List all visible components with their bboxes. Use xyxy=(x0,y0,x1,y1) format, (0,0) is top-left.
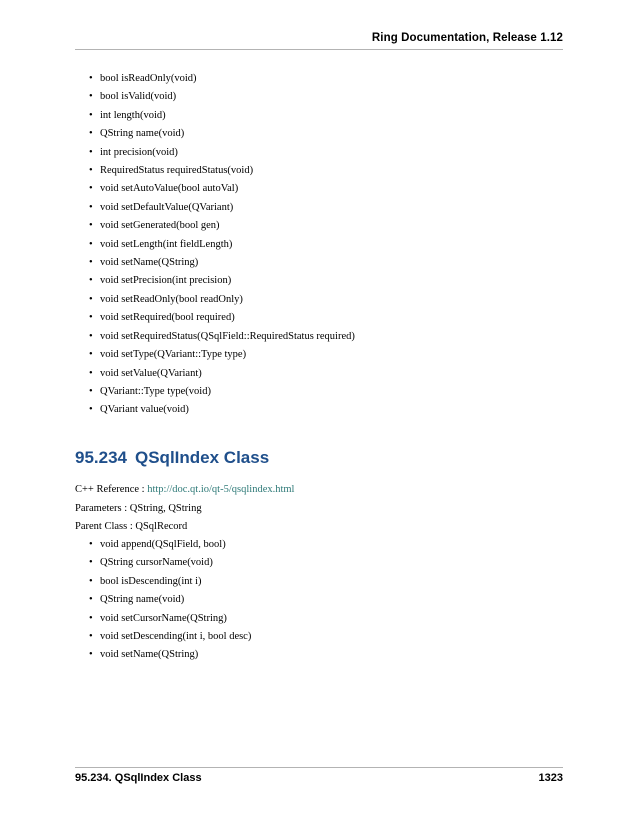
method-list-item xyxy=(75,125,355,143)
method-signature: QString name(void) xyxy=(100,594,185,606)
method-signature: bool isReadOnly(void) xyxy=(100,73,197,84)
bullet-icon: • xyxy=(89,557,93,569)
method-list-item xyxy=(75,88,355,106)
section-title: QSqlIndex Class xyxy=(135,448,270,467)
method-signature: void setValue(QVariant) xyxy=(100,367,202,379)
bullet-icon: • xyxy=(89,631,93,643)
footer-page-number: 1323 xyxy=(538,772,563,784)
method-list-item xyxy=(75,107,355,125)
method-list-item xyxy=(75,70,355,88)
bullet-icon: • xyxy=(89,109,93,121)
method-signature: QString name(void) xyxy=(100,128,185,140)
method-list-item xyxy=(75,536,251,554)
bullet-icon: • xyxy=(89,275,93,287)
method-signature: void setReadOnly(bool readOnly) xyxy=(100,293,243,305)
bullet-icon: • xyxy=(89,238,93,250)
parent-class-line: Parent Class : QSqlRecord xyxy=(75,521,188,532)
method-signature: void setGenerated(bool gen) xyxy=(100,220,220,232)
footer-section-label: 95.234. QSqlIndex Class xyxy=(75,772,202,784)
bullet-icon: • xyxy=(89,201,93,213)
method-list-item xyxy=(75,554,251,572)
method-signature: QVariant value(void) xyxy=(100,404,189,416)
method-signature: void setName(QString) xyxy=(100,649,199,661)
bullet-icon: • xyxy=(89,349,93,361)
bullet-icon: • xyxy=(89,91,93,103)
method-signature: void setAutoValue(bool autoVal) xyxy=(100,183,239,195)
bullet-icon: • xyxy=(89,312,93,324)
method-list-item xyxy=(75,365,355,383)
bullet-icon: • xyxy=(89,220,93,232)
method-list-item xyxy=(75,346,355,364)
method-signature: QVariant::Type type(void) xyxy=(100,385,211,397)
bullet-icon: • xyxy=(89,293,93,305)
bullet-icon: • xyxy=(89,594,93,606)
method-list-item xyxy=(75,254,355,272)
method-list-item xyxy=(75,628,251,646)
method-list-item xyxy=(75,591,251,609)
bullet-icon: • xyxy=(89,330,93,342)
method-signature: void setRequiredStatus(QSqlField::RequiredStatus required) xyxy=(100,330,355,342)
method-list-item xyxy=(75,401,355,419)
bullet-icon: • xyxy=(89,404,93,416)
bullet-icon: • xyxy=(89,183,93,195)
method-list-item xyxy=(75,272,355,290)
method-signature: void setDescending(int i, bool desc) xyxy=(100,631,252,643)
bullet-icon: • xyxy=(89,612,93,624)
footer-divider xyxy=(75,767,563,768)
method-signature: void setPrecision(int precision) xyxy=(100,275,232,287)
bullet-icon: • xyxy=(89,165,93,177)
bullet-icon: • xyxy=(89,128,93,140)
method-list-item xyxy=(75,162,355,180)
method-signature: void setName(QString) xyxy=(100,257,199,269)
cpp-reference-link[interactable]: http://doc.qt.io/qt-5/qsqlindex.html xyxy=(147,484,295,495)
method-signature: RequiredStatus requiredStatus(void) xyxy=(100,165,254,177)
method-signature: void append(QSqlField, bool) xyxy=(100,539,226,550)
method-signature: bool isValid(void) xyxy=(100,91,177,103)
cpp-reference-line xyxy=(75,483,294,497)
cpp-reference-label: C++ Reference : xyxy=(75,484,148,495)
method-signature: void setCursorName(QString) xyxy=(100,612,227,624)
method-list-item xyxy=(75,646,251,664)
bullet-icon: • xyxy=(89,257,93,269)
method-list-item xyxy=(75,291,355,309)
bullet-icon: • xyxy=(89,73,93,84)
method-list-item xyxy=(75,610,251,628)
bullet-icon: • xyxy=(89,539,93,550)
bullet-icon: • xyxy=(89,385,93,397)
method-signature: void setDefaultValue(QVariant) xyxy=(100,201,234,213)
method-signature: void setLength(int fieldLength) xyxy=(100,238,233,250)
header-divider xyxy=(75,49,563,50)
method-signature: bool isDescending(int i) xyxy=(100,575,202,587)
method-signature: void setRequired(bool required) xyxy=(100,312,235,324)
method-list-item xyxy=(75,328,355,346)
method-list-item xyxy=(75,199,355,217)
bullet-icon: • xyxy=(89,367,93,379)
method-list-item xyxy=(75,309,355,327)
method-list-item xyxy=(75,573,251,591)
bullet-icon: • xyxy=(89,575,93,587)
method-signature: QString cursorName(void) xyxy=(100,557,213,569)
section-heading[interactable] xyxy=(75,448,269,468)
method-signature: void setType(QVariant::Type type) xyxy=(100,349,247,361)
method-list-qsqlindex xyxy=(75,536,251,665)
method-signature: int length(void) xyxy=(100,109,166,121)
parameters-line: Parameters : QString, QString xyxy=(75,503,202,514)
method-list-qsqlfield xyxy=(75,70,355,420)
method-list-item xyxy=(75,236,355,254)
running-header-title: Ring Documentation, Release 1.12 xyxy=(371,32,563,44)
method-list-item xyxy=(75,217,355,235)
method-list-item xyxy=(75,144,355,162)
bullet-icon: • xyxy=(89,146,93,158)
method-list-item xyxy=(75,383,355,401)
method-list-item xyxy=(75,180,355,198)
bullet-icon: • xyxy=(89,649,93,661)
section-number: 95.234 xyxy=(75,448,127,467)
method-signature: int precision(void) xyxy=(100,146,178,158)
